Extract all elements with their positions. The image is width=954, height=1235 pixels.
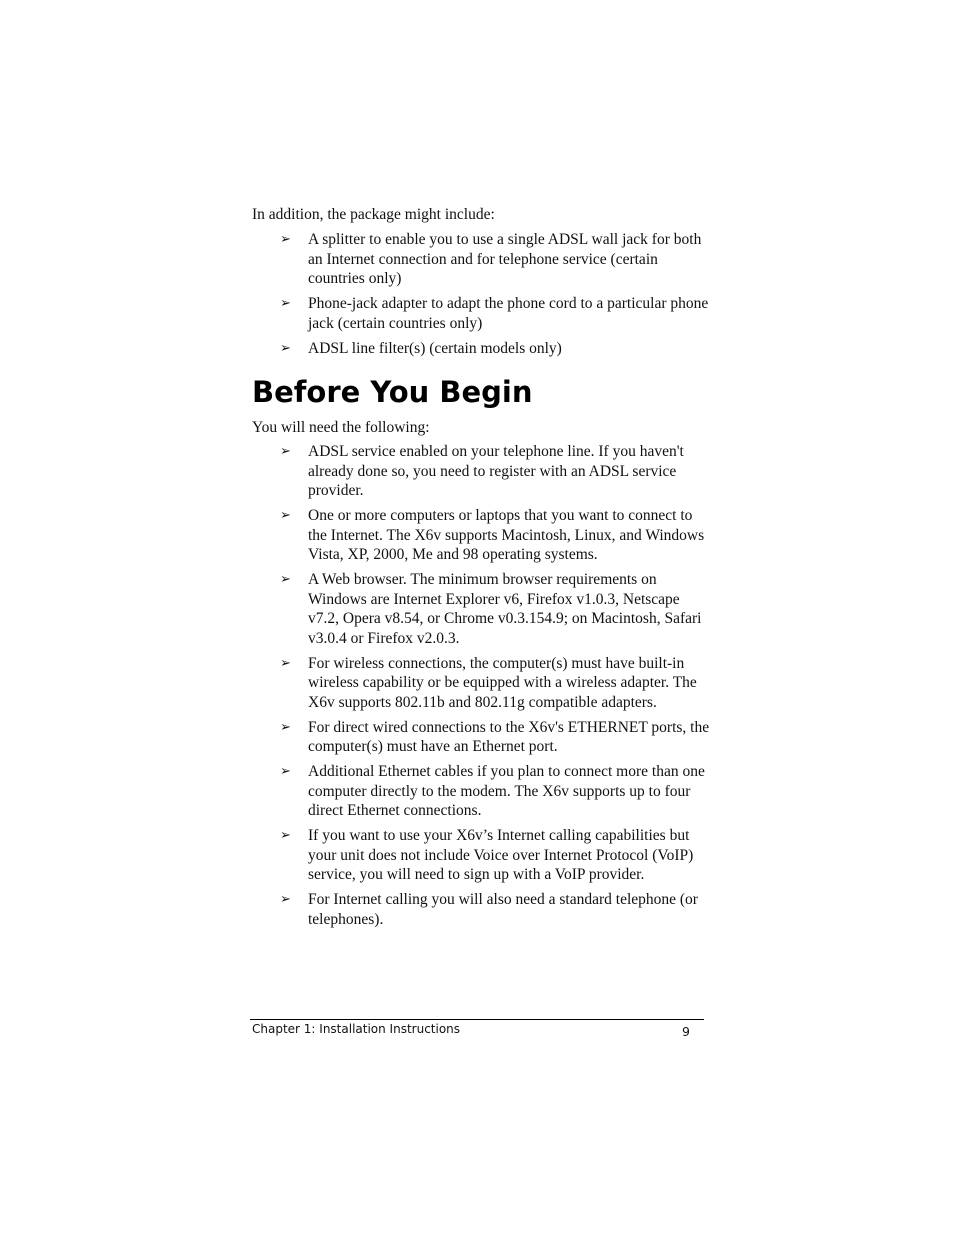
list-item (280, 442, 710, 501)
list-item-text: For direct wired connections to the X6v's ETHERNET ports, the computer(s) must have an Ethernet port. (308, 718, 710, 755)
list-item (280, 294, 710, 333)
page-number: 9 (682, 1024, 690, 1039)
arrow-bullet-icon: ➢ (280, 764, 291, 779)
arrow-bullet-icon: ➢ (280, 828, 291, 843)
list-item-text: A splitter to enable you to use a single ADSL wall jack for both an Internet connection and for telephone service (certain countries only) (308, 231, 702, 287)
list-item (280, 762, 710, 821)
requirements-list (280, 442, 710, 935)
list-item (280, 654, 710, 713)
arrow-bullet-icon: ➢ (280, 508, 291, 523)
list-item (280, 826, 710, 885)
package-intro-text: In addition, the package might include: (252, 206, 495, 223)
list-item (280, 718, 710, 757)
footer-chapter-title: Chapter 1: Installation Instructions (252, 1022, 461, 1036)
list-item-text: ADSL service enabled on your telephone line. If you haven't already done so, you need to register with an ADSL service provider. (308, 443, 684, 499)
arrow-bullet-icon: ➢ (280, 340, 291, 356)
list-item-text: One or more computers or laptops that you want to connect to the Internet. The X6v supports Macintosh, Linux, and Windows Vista, XP, 2000, Me and 98 operating systems. (308, 507, 705, 563)
list-item (280, 230, 710, 289)
arrow-bullet-icon: ➢ (280, 572, 291, 587)
list-item-text: For Internet calling you will also need a standard telephone (or telephones). (308, 891, 698, 928)
list-item (280, 339, 710, 359)
list-item (280, 506, 710, 565)
list-item (280, 890, 710, 929)
list-item-text: Additional Ethernet cables if you plan to connect more than one computer directly to the modem. The X6v supports up to four direct Ethernet connections. (308, 763, 705, 819)
list-item-text: Phone-jack adapter to adapt the phone cord to a particular phone jack (certain countries only) (308, 295, 709, 332)
arrow-bullet-icon: ➢ (280, 232, 291, 247)
section-intro-text: You will need the following: (252, 419, 430, 436)
section-heading: Before You Begin (252, 375, 533, 409)
arrow-bullet-icon: ➢ (280, 655, 291, 671)
arrow-bullet-icon: ➢ (280, 892, 291, 907)
arrow-bullet-icon: ➢ (280, 719, 291, 735)
arrow-bullet-icon: ➢ (280, 444, 291, 459)
list-item (280, 570, 710, 648)
list-item-text: A Web browser. The minimum browser requirements on Windows are Internet Explorer v6, Firefox v1.0.3, Netscape v7.2, Opera v8.54, or Chrome v0.3.154.9; on Macintosh, Safari v3.0.4 or Firefox v2.0.3. (308, 571, 702, 647)
list-item-text: For wireless connections, the computer(s) must have built-in wireless capability or be equipped with a wireless adapter. The X6v supports 802.11b and 802.11g compatible adapters. (308, 654, 697, 711)
list-item-text: ADSL line filter(s) (certain models only) (308, 339, 562, 357)
list-item-text: If you want to use your X6v’s Internet calling capabilities but your unit does not include Voice over Internet Protocol (VoIP) service, you will need to sign up with a VoIP provider. (308, 827, 694, 883)
package-items-list (280, 230, 710, 364)
footer-divider (250, 1019, 704, 1020)
arrow-bullet-icon: ➢ (280, 296, 291, 311)
